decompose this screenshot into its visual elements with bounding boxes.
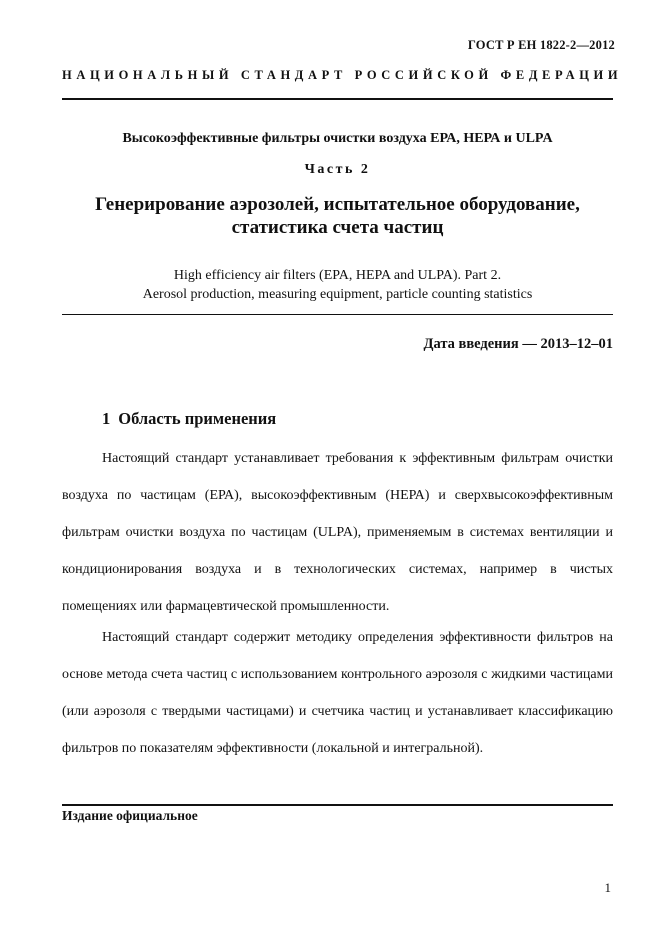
section-heading: [102, 409, 276, 429]
section-number: 1: [102, 409, 111, 428]
page-number: 1: [604, 880, 611, 895]
main-title-line-1: Генерирование аэрозолей, испытательное оборудование,: [95, 194, 580, 215]
gost-code: ГОСТ Р ЕН 1822-2—2012: [467, 38, 615, 52]
part-label: Часть 2: [304, 162, 371, 177]
english-title-line-2: Aerosol production, measuring equipment, particle counting statistics: [142, 287, 533, 302]
scope-paragraph-2: Настоящий стандарт содержит методику определения эффективности фильтров на основе метода счета частиц с использованием контрольного аэрозоля с жидкими частицами (или аэрозоля с твердыми частицами) и счетчика частиц и устанавливает классификацию фильтров по показателям эффективности (локальной и интегральной).: [62, 630, 613, 756]
english-title: [62, 266, 613, 304]
main-title: [62, 193, 613, 239]
main-title-line-2: статистика счета частиц: [231, 217, 444, 238]
introduction-date: Дата введения — 2013–12–01: [423, 336, 613, 352]
national-standard-banner: НАЦИОНАЛЬНЫЙ СТАНДАРТ РОССИЙСКОЙ ФЕДЕРАЦИИ: [62, 68, 623, 82]
footer-divider: [62, 804, 613, 806]
top-divider: [62, 98, 613, 100]
scope-paragraph-1: Настоящий стандарт устанавливает требования к эффективным фильтрам очистки воздуха по частицам (ЕРА), высокоэффективным (НЕРА) и сверхвысокоэффективным фильтрам очистки воздуха по частицам (ULPA), применяемым в системах вентиляции и кондиционирования воздуха и в технологических системах, например в чистых помещениях или фармацевтической промышленности.: [62, 451, 613, 614]
document-subtitle: Высокоэффективные фильтры очистки воздуха ЕРА, НЕРА и ULPA: [122, 131, 553, 146]
english-title-line-1: High efficiency air filters (EPA, HEPA and ULPA). Part 2.: [173, 268, 502, 283]
official-edition-label: Издание официальное: [62, 808, 198, 823]
section-title: Область применения: [118, 409, 277, 428]
title-divider: [62, 314, 613, 315]
